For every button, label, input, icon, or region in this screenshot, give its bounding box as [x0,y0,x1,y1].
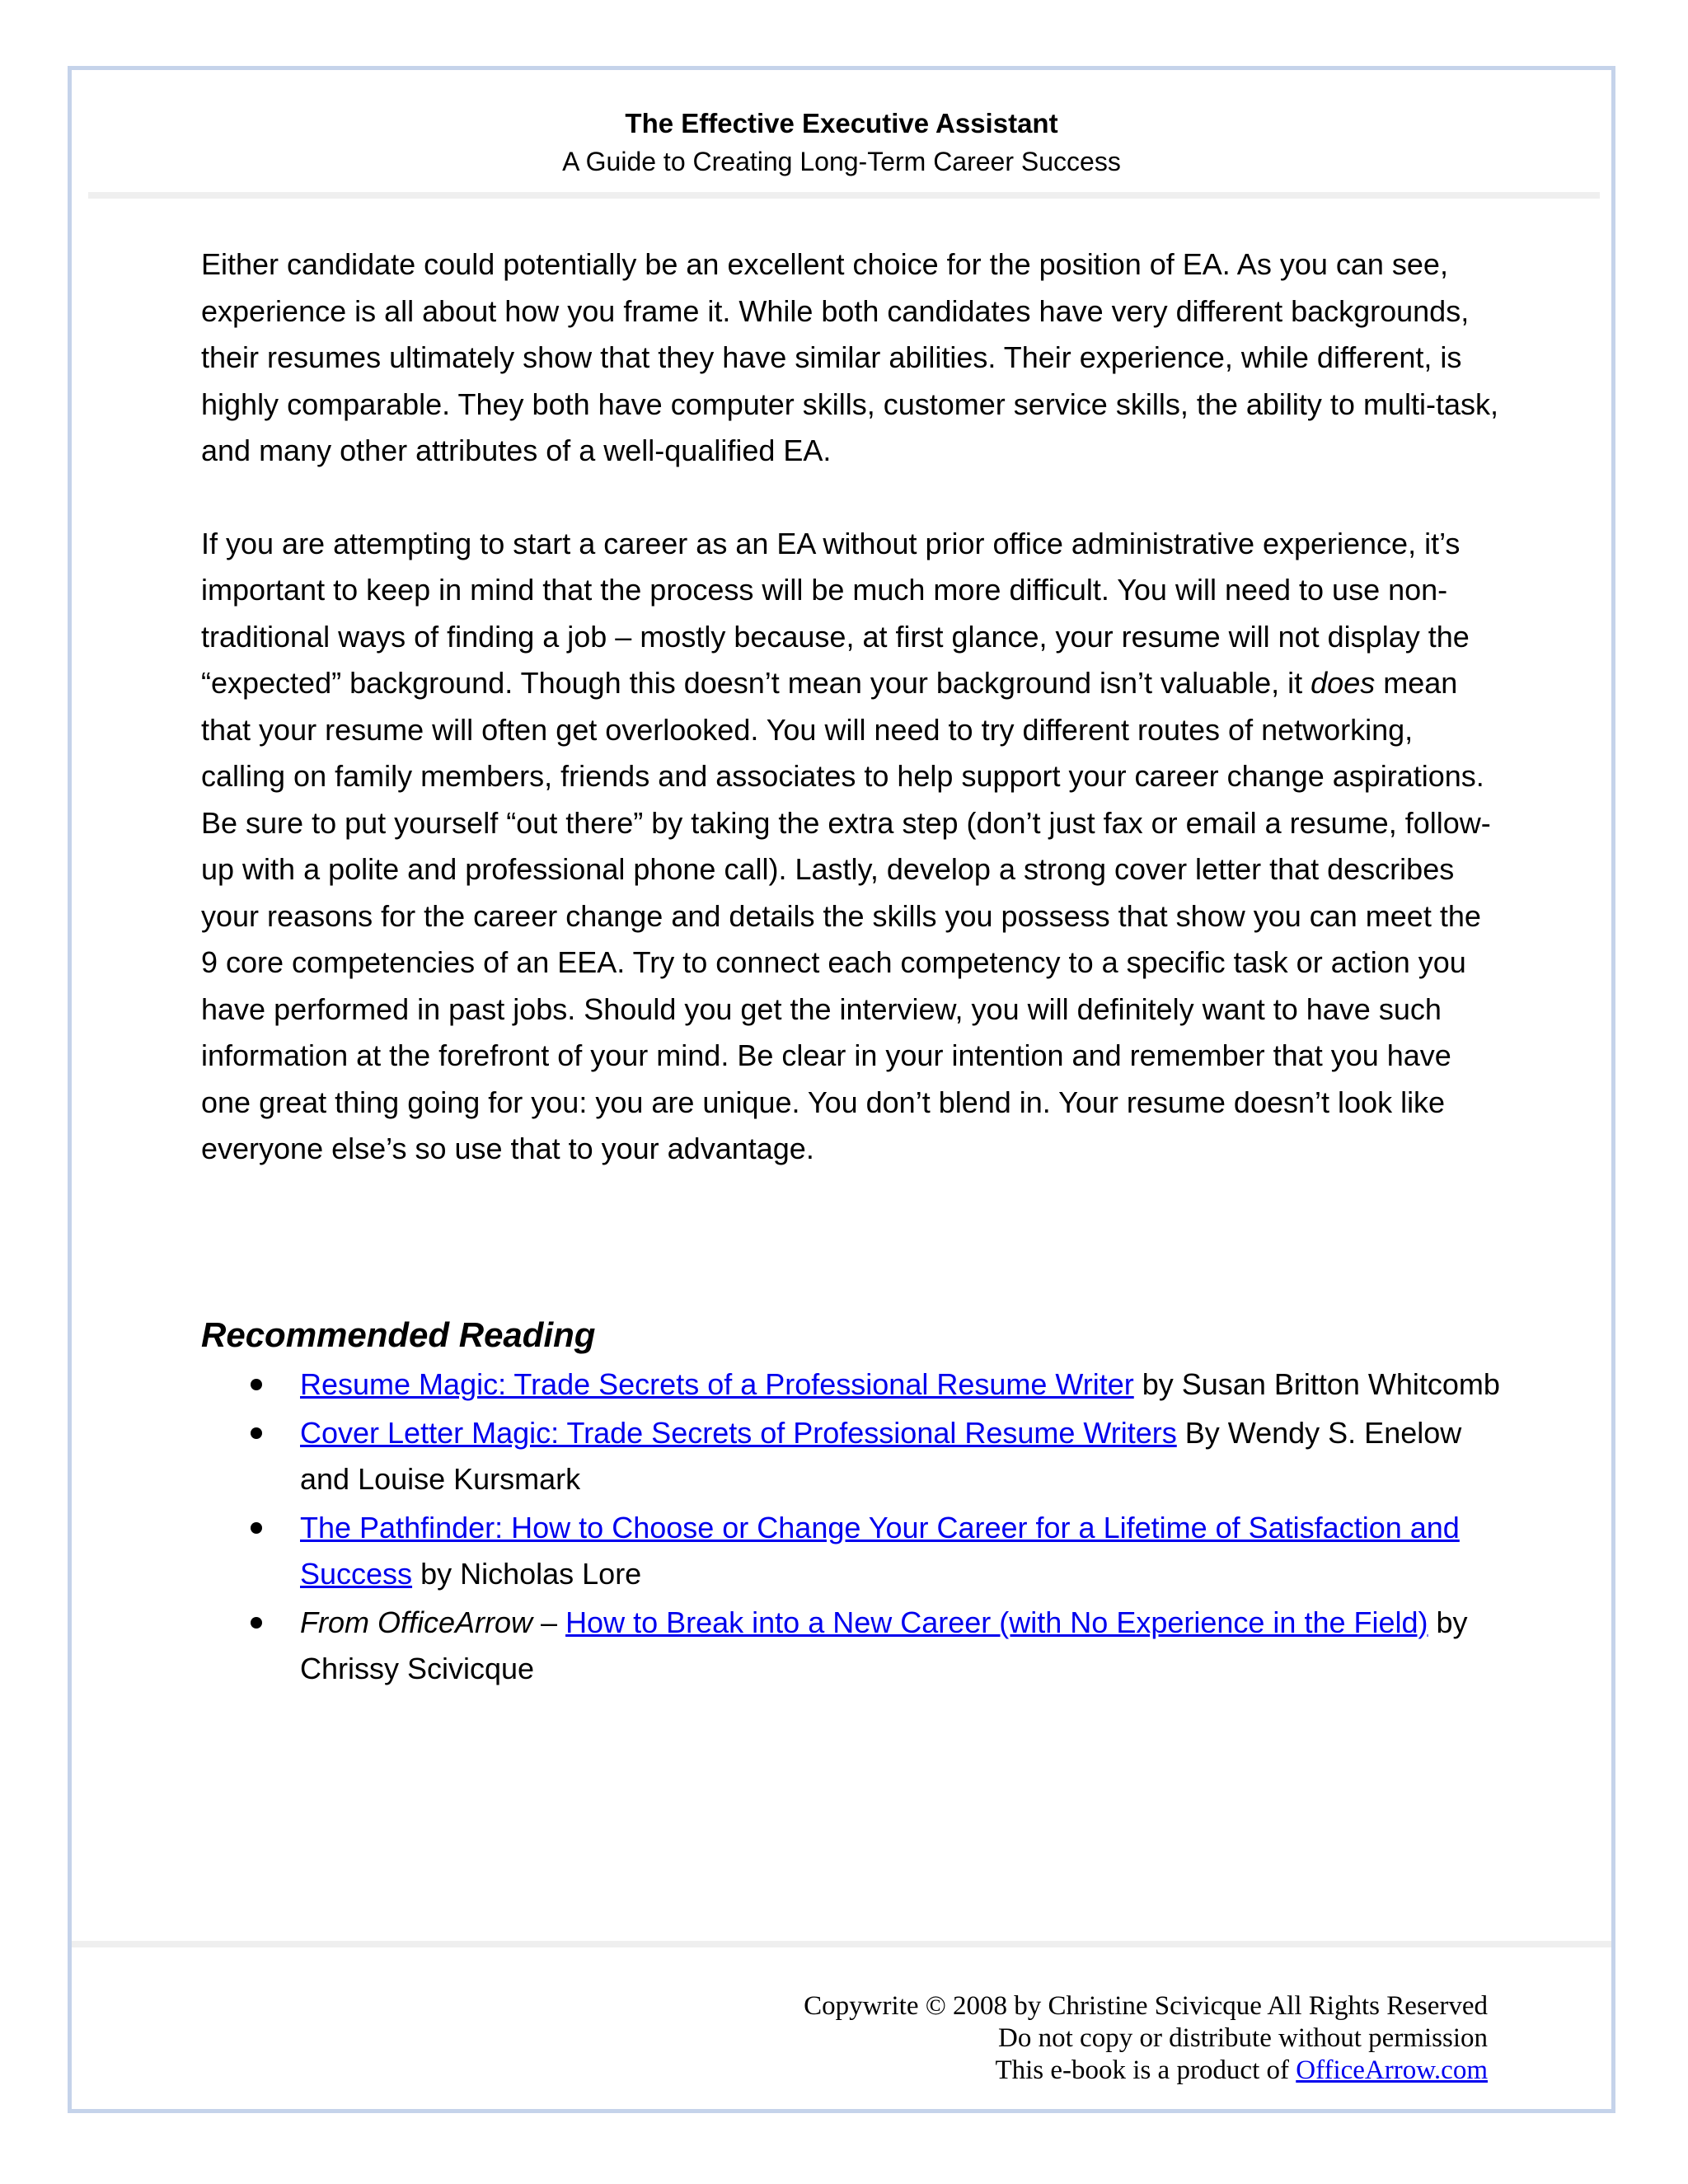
body-text [201,241,1503,1219]
book-link-cover-letter-magic[interactable]: Cover Letter Magic: Trade Secrets of Professional Resume Writers [300,1415,1177,1450]
header-divider [88,192,1600,199]
officearrow-link[interactable]: OfficeArrow.com [1296,2055,1488,2085]
paragraph-2-text-start: If you are attempting to start a career as an EA without prior office administrative experience, it’s important to keep in mind that the process will be much more difficult. You will need to use non-traditional ways of finding a job – mostly because, at first glance, your resume will not display the “expected” background. Though this doesn’t mean your background isn’t valuable, it [201,526,1470,700]
book-author: by Nicholas Lore [412,1557,642,1591]
paragraph-1: Either candidate could potentially be an excellent choice for the position of EA. As you can see, experience is all about how you frame it. While both candidates have very different backgrounds, their resumes ultimately show that they have similar abilities. Their experience, while different, is highly comparable. They both have computer skills, customer service skills, the ability to multi-task, and many other attributes of a well-qualified EA. [201,247,1498,467]
reading-item [201,1361,1503,1408]
page-header [72,105,1611,180]
reading-item [201,1505,1503,1598]
book-link-resume-magic[interactable]: Resume Magic: Trade Secrets of a Professional Resume Writer [300,1367,1134,1401]
page-footer [804,1990,1488,2087]
source-separator: – [532,1605,566,1639]
recommended-reading-heading: Recommended Reading [201,1315,596,1354]
reading-item [201,1600,1503,1693]
distribution-notice: Do not copy or distribute without permission [998,2023,1488,2053]
book-author: By Wendy S. Enelow and Louise Kursmark [300,1415,1462,1496]
product-prefix: This e-book is a product of [995,2055,1296,2085]
book-link-pathfinder[interactable]: The Pathfinder: How to Choose or Change Your Career for a Lifetime of Satisfaction and Success [300,1510,1460,1591]
bullet-icon [251,1379,262,1390]
page-frame [68,66,1615,2113]
book-author: by Susan Britton Whitcomb [1133,1367,1500,1401]
product-line [804,2055,1488,2087]
paragraph-2-emphasis: does [1311,666,1376,700]
document-subtitle: A Guide to Creating Long-Term Career Success [562,147,1121,176]
recommended-reading-list [201,1361,1503,1694]
article-source: From OfficeArrow [300,1605,533,1639]
bullet-icon [251,1617,262,1629]
reading-item [201,1410,1503,1503]
bullet-icon [251,1427,262,1439]
copyright-line: Copywrite © 2008 by Christine Scivicque All Rights Reserved [804,1991,1488,2021]
paragraph-2 [201,521,1503,1173]
footer-divider [72,1941,1611,1947]
bullet-icon [251,1522,262,1534]
document-title: The Effective Executive Assistant [625,108,1058,138]
article-author: by Chrissy Scivicque [300,1605,1468,1685]
article-link-new-career[interactable]: How to Break into a New Career (with No Experience in the Field) [565,1605,1428,1639]
paragraph-2-text-end: mean that your resume will often get overlooked. You will need to try different routes of networking, calling on family members, friends and associates to help support your career change aspirations. Be sure to put yourself “out there” by taking the extra step (don’t just fax or email a resume, follow-up with a polite and professional phone call). Lastly, develop a strong cover letter that describes your reasons for the career change and details the skills you possess that show you can meet the 9 core competencies of an EEA. Try to connect each competency to a specific task or action you have performed in past jobs. Should you get the interview, you will definitely want to have such information at the forefront of your mind. Be clear in your intention and remember that you have one great thing going for you: you are unique. You don’t blend in. Your resume doesn’t look like everyone else’s so use that to your advantage. [201,666,1491,1165]
